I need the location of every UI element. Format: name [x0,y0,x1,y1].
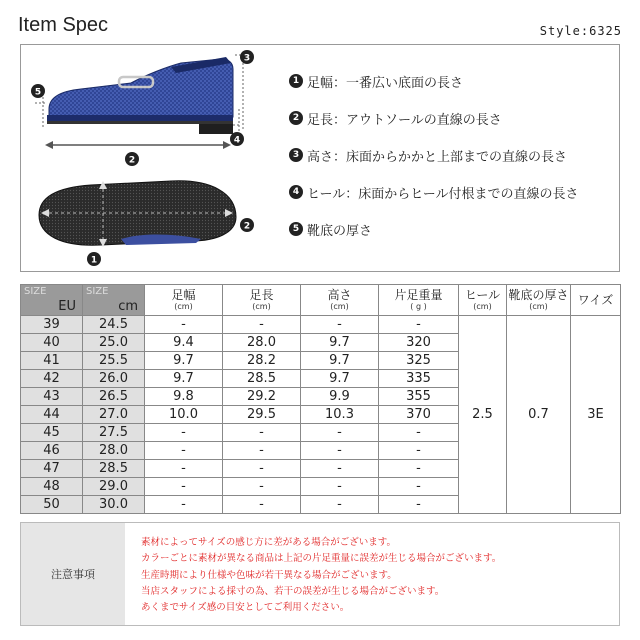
eu-size-cell: 41 [21,352,83,370]
weight-cell: - [379,442,459,460]
marker-2-side [125,152,139,166]
cm-size-cell: 28.0 [83,442,145,460]
height-cell: - [301,316,379,334]
legend-text: 靴底の厚さ [307,223,373,239]
note-line: カラーごとに素材が異なる商品は上記の片足重量に誤差が生じる場合がございます。 [141,553,502,565]
cm-size-cell: 27.0 [83,406,145,424]
weight-cell: 320 [379,334,459,352]
weight-cell: - [379,424,459,442]
height-cell: - [301,460,379,478]
cm-size-cell: 25.5 [83,352,145,370]
width-cell: 10.0 [145,406,223,424]
note-line: 当店スタッフによる採寸の為、若干の誤差が生じる場合がございます。 [141,585,445,597]
legend-item [289,108,578,128]
eu-size-cell: 50 [21,496,83,514]
header-height: 高さ (cm) [301,285,379,316]
length-cell: - [223,496,301,514]
width-cell: - [145,460,223,478]
legend-item [289,182,578,202]
legend-text: 高さ：床面からかかと上部までの直線の長さ [307,149,568,165]
weight-cell: 370 [379,406,459,424]
width-cell: - [145,442,223,460]
header-sole: 靴底の厚さ (cm) [507,285,571,316]
weight-cell: - [379,478,459,496]
width-cell: - [145,316,223,334]
heel-cell: 2.5 [459,316,507,514]
length-cell: - [223,316,301,334]
legend-text: 足長：アウトソールの直線の長さ [307,112,502,128]
width-cell: - [145,478,223,496]
length-cell: 29.2 [223,388,301,406]
length-cell: 28.2 [223,352,301,370]
eu-size-cell: 47 [21,460,83,478]
weight-cell: - [379,316,459,334]
weight-cell: 335 [379,370,459,388]
height-cell: 9.9 [301,388,379,406]
height-cell: 9.7 [301,370,379,388]
length-cell: 28.5 [223,370,301,388]
marker-5 [31,84,45,98]
height-cell: 9.7 [301,352,379,370]
header-weight: 片足重量 ( g ) [379,285,459,316]
legend-number: 4 [289,185,303,199]
height-cell: - [301,424,379,442]
legend-number: 5 [289,222,303,236]
width-cell: 9.7 [145,352,223,370]
eu-size-cell: 44 [21,406,83,424]
cm-size-cell: 29.0 [83,478,145,496]
eu-size-cell: 48 [21,478,83,496]
marker-3 [240,50,254,64]
cm-size-header: SIZE cm [83,285,145,316]
eu-size-cell: 45 [21,424,83,442]
cm-size-cell: 30.0 [83,496,145,514]
weight-cell: 355 [379,388,459,406]
note-line: あくまでサイズ感の目安としてご利用ください。 [141,602,350,614]
cm-size-cell: 28.5 [83,460,145,478]
note-line: 素材によってサイズの感じ方に差がある場合がございます。 [141,537,396,548]
width-cell: 9.8 [145,388,223,406]
note-line: 生産時期により仕様や色味が若干異なる場合がございます。 [141,569,397,581]
marker-4 [230,132,244,146]
svg-text:4: 4 [233,135,241,146]
cm-size-cell: 26.0 [83,370,145,388]
legend-number: 2 [289,111,303,125]
page-title: Item Spec [18,14,109,36]
svg-text:1: 1 [90,255,98,266]
svg-text:2: 2 [128,155,136,166]
eu-size-header: SIZE EU [21,285,83,316]
cm-size-cell: 24.5 [83,316,145,334]
eu-size-cell: 40 [21,334,83,352]
marker-1 [87,252,101,266]
length-cell: - [223,424,301,442]
length-cell: - [223,442,301,460]
size-table [20,284,621,514]
wise-cell: 3E [571,316,621,514]
svg-text:5: 5 [34,87,42,98]
width-cell: - [145,424,223,442]
cm-size-cell: 27.5 [83,424,145,442]
width-cell: 9.7 [145,370,223,388]
legend-number: 3 [289,148,303,162]
legend-item [289,219,578,239]
eu-size-cell: 43 [21,388,83,406]
eu-size-cell: 42 [21,370,83,388]
shoe-sole-view [39,181,236,247]
header-width: 足幅 (cm) [145,285,223,316]
shoe-diagram [21,45,289,271]
weight-cell: - [379,460,459,478]
legend-text: ヒール：床面からヒール付根までの直線の長さ [307,186,579,202]
header-heel: ヒール (cm) [459,285,507,316]
width-cell: 9.4 [145,334,223,352]
weight-cell: 325 [379,352,459,370]
header-wise: ワイズ [571,285,621,316]
svg-text:3: 3 [243,53,251,64]
notes-label: 注意事項 [21,523,125,625]
style-code: Style:6325 [539,24,622,38]
spec-diagram-box [20,44,620,272]
legend-item [289,145,578,165]
length-cell: 29.5 [223,406,301,424]
cm-size-cell: 26.5 [83,388,145,406]
height-cell: - [301,442,379,460]
marker-2-sole [240,218,254,232]
height-cell: - [301,478,379,496]
width-cell: - [145,496,223,514]
legend-text: 足幅：一番広い底面の長さ [307,75,464,91]
table-row [21,316,621,334]
measurement-legend [289,71,578,256]
legend-item [289,71,578,91]
header-length: 足長 (cm) [223,285,301,316]
length-cell: - [223,460,301,478]
height-cell: - [301,496,379,514]
length-cell: 28.0 [223,334,301,352]
height-cell: 10.3 [301,406,379,424]
cm-size-cell: 25.0 [83,334,145,352]
legend-number: 1 [289,74,303,88]
shoe-side-view [47,57,233,134]
eu-size-cell: 39 [21,316,83,334]
notes-text [125,523,517,625]
eu-size-cell: 46 [21,442,83,460]
svg-text:2: 2 [243,221,251,232]
length-cell: - [223,478,301,496]
sole-thickness-cell: 0.7 [507,316,571,514]
height-cell: 9.7 [301,334,379,352]
notes-panel [20,522,620,626]
weight-cell: - [379,496,459,514]
